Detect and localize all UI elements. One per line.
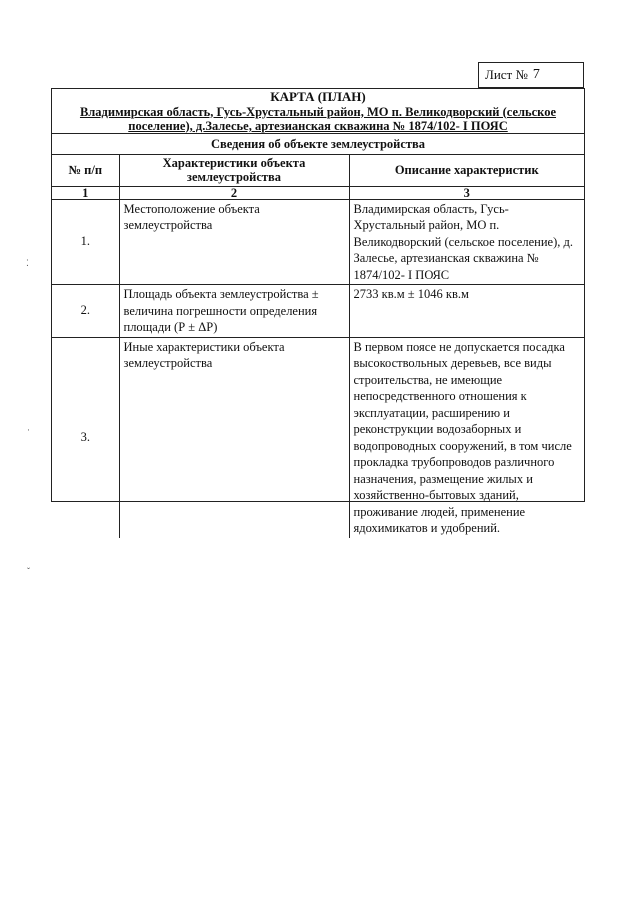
row-number: 1. (52, 199, 119, 285)
document-title: КАРТА (ПЛАН) (270, 89, 366, 104)
document-subtitle-line2: поселение), д.Залесье, артезианская скважина № 1874/102- I ПОЯС (128, 119, 508, 133)
column-number: 2 (119, 186, 349, 199)
row-characteristic: Иные характеристики объекта землеустройства (119, 337, 349, 538)
row-characteristic: Местоположение объекта землеустройства (119, 199, 349, 285)
table-row (52, 337, 584, 538)
title-block (52, 89, 584, 134)
column-number: 3 (349, 186, 584, 199)
document-subtitle-line1: Владимирская область, Гусь-Хрустальный район, МО п. Великодворский (сельское (79, 104, 557, 119)
header-description: Описание характеристик (349, 155, 584, 186)
table-header-row (52, 155, 584, 186)
document-frame (51, 88, 585, 535)
sheet-number: 7 (532, 67, 540, 82)
row-description: 2733 кв.м ± 1046 кв.м (349, 285, 584, 338)
row-description: Владимирская область, Гусь-Хрустальный район, МО п. Великодворский (сельское поселение), д. Залесье, артезианская скважина № 1874/102- I ПОЯС (349, 199, 584, 285)
header-characteristic: Характеристики объекта землеустройства (119, 155, 349, 186)
section-title: Сведения об объекте землеустройства (52, 134, 584, 155)
characteristics-table (52, 155, 584, 538)
column-number: 1 (52, 186, 119, 199)
table-row (52, 199, 584, 285)
row-description: В первом поясе не допускается посадка высокоствольных деревьев, все виды строительства, не имеющие непосредственного отношения к эксплуатации, расширению и реконструкции водозаборных и водопроводных сооружений, в том числе прокладка трубопроводов различного назначения, размещение жилых и хозяйственно-бытовых зданий, проживание людей, применение ядохимикатов и удобрений. (349, 337, 584, 538)
row-characteristic: Площадь объекта землеустройства ± величина погрешности определения площади (Р ± ΔР) (119, 285, 349, 338)
scan-speck: · (27, 425, 30, 435)
column-numbers-row (52, 186, 584, 199)
table-row (52, 285, 584, 338)
scan-speck: ˇ (27, 566, 30, 576)
sheet-label: Лист № (485, 67, 528, 82)
row-number: 2. (52, 285, 119, 338)
row-number: 3. (52, 337, 119, 538)
scan-speck: ⁚ (26, 258, 29, 268)
sheet-number-box (478, 62, 584, 88)
header-number: № п/п (52, 155, 119, 186)
